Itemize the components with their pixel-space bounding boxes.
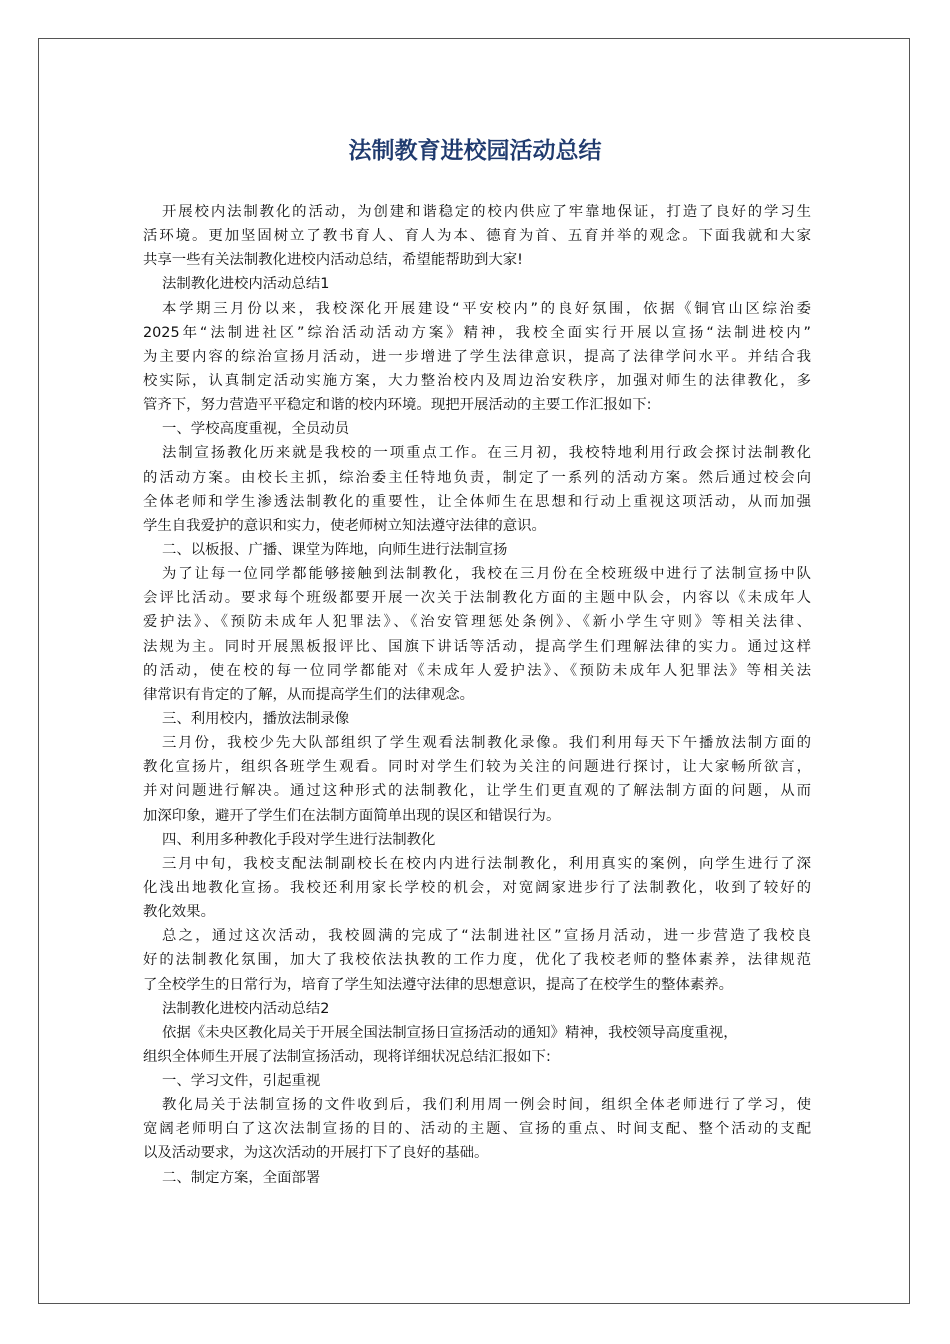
text-line: 的活动方案。由校长主抓，综治委主任特地负责，制定了一系列的活动方案。然后通过校会向	[143, 469, 811, 486]
text-line: 教化效果。	[143, 904, 215, 921]
text-line: 三、利用校内，播放法制录像	[162, 710, 350, 727]
text-line: 法制教化进校内活动总结1	[162, 276, 330, 293]
text-line: 二、制定方案，全面部署	[162, 1169, 321, 1186]
text-line: 依据《未央区教化局关于开展全国法制宣扬日宣扬活动的通知》精神，我校领导高度重视，	[162, 1024, 738, 1041]
text-line: 加深印象，避开了学生们在法制方面简单出现的误区和错误行为。	[143, 807, 561, 824]
text-line: 学生自我爱护的意识和实力，使老师树立知法遵守法律的意识。	[143, 517, 546, 534]
text-line: 共享一些有关法制教化进校内活动总结，希望能帮助到大家!	[143, 252, 523, 269]
document-body	[143, 200, 811, 1190]
text-line: 律常识有肯定的了解，从而提高学生们的法律观念。	[143, 686, 474, 703]
text-line: 为了让每一位同学都能够接触到法制教化，我校在三月份在全校班级中进行了法制宣扬中队	[162, 566, 811, 583]
text-line: 并对问题进行解决。通过这种形式的法制教化，让学生们更直观的了解法制方面的问题，从而	[143, 783, 811, 800]
text-line: 教化宣扬片，组织各班学生观看。同时对学生们较为关注的问题进行探讨，让大家畅所欲言，	[143, 759, 811, 776]
text-line: 四、利用多种教化手段对学生进行法制教化	[162, 831, 436, 848]
text-line: 会评比活动。要求每个班级都要开展一次关于法制教化方面的主题中队会，内容以《未成年人	[143, 590, 811, 607]
text-line: 好的法制教化氛围，加大了我校依法执教的工作力度，优化了我校老师的整体素养，法律规范	[143, 952, 811, 969]
text-line: 爱护法》、《预防未成年人犯罪法》、《治安管理惩处条例》、《新小学生守则》等相关法律、	[143, 614, 811, 631]
text-line: 开展校内法制教化的活动，为创建和谐稳定的校内供应了牢靠地保证，打造了良好的学习生	[162, 204, 811, 220]
text-line: 本学期三月份以来，我校深化开展建设“平安校内”的良好氛围，依据《铜官山区综治委	[162, 300, 811, 317]
text-line: 为主要内容的综治宣扬月活动，进一步增进了学生法律意识，提高了法律学问水平。并结合我	[143, 348, 811, 365]
text-line: 全体老师和学生渗透法制教化的重要性，让全体师生在思想和行动上重视这项活动，从而加强	[143, 493, 811, 510]
text-line: 管齐下，努力营造平平稳定和谐的校内环境。现把开展活动的主要工作汇报如下:	[143, 397, 652, 414]
text-line: 宽阔老师明白了这次法制宣扬的目的、活动的主题、宣扬的重点、时间支配、整个活动的支配	[143, 1121, 811, 1138]
text-line: 化浅出地教化宣扬。我校还利用家长学校的机会，对宽阔家进步行了法制教化，收到了较好的	[143, 879, 811, 896]
text-line: 法制宣扬教化历来就是我校的一项重点工作。在三月初，我校特地利用行政会探讨法制教化	[162, 445, 811, 462]
text-line: 教化局关于法制宣扬的文件收到后，我们利用周一例会时间，组织全体老师进行了学习，使	[162, 1097, 811, 1114]
text-line: 的活动，使在校的每一位同学都能对《未成年人爱护法》、《预防未成年人犯罪法》等相关法	[143, 662, 811, 679]
text-line: 二、以板报、广播、课堂为阵地，向师生进行法制宣扬	[162, 541, 508, 558]
text-line: 总之，通过这次活动，我校圆满的完成了“法制进社区”宣扬月活动，进一步营造了我校良	[162, 928, 811, 945]
text-line: 法规为主。同时开展黑板报评比、国旗下讲话等活动，提高学生们理解法律的实力。通过这样	[143, 638, 811, 655]
text-line: 2025年“法制进社区”综治活动活动方案》精神，我校全面实行开展以宣扬“法制进校内”	[143, 324, 811, 341]
text-line: 校实际，认真制定活动实施方案，大力整治校内及周边治安秩序，加强对师生的法律教化，多	[143, 372, 811, 389]
document-title: 法制教育进校园活动总结	[348, 138, 602, 164]
text-line: 以及活动要求，为这次活动的开展打下了良好的基础。	[143, 1145, 489, 1162]
text-line: 一、学校高度重视，全员动员	[162, 421, 350, 438]
text-line: 三月份，我校少先大队部组织了学生观看法制教化录像。我们利用每天下午播放法制方面的	[162, 735, 811, 752]
text-line: 一、学习文件，引起重视	[162, 1073, 321, 1090]
text-line: 活环境。更加坚固树立了教书育人、育人为本、德育为首、五育并举的观念。下面我就和大家	[143, 228, 811, 245]
text-line: 了全校学生的日常行为，培育了学生知法遵守法律的思想意识，提高了在校学生的整体素养。	[143, 976, 734, 993]
text-line: 组织全体师生开展了法制宣扬活动，现将详细状况总结汇报如下:	[143, 1048, 551, 1065]
text-line: 三月中旬，我校支配法制副校长在校内内进行法制教化，利用真实的案例，向学生进行了深	[162, 855, 811, 872]
text-line: 法制教化进校内活动总结2	[162, 1000, 330, 1017]
